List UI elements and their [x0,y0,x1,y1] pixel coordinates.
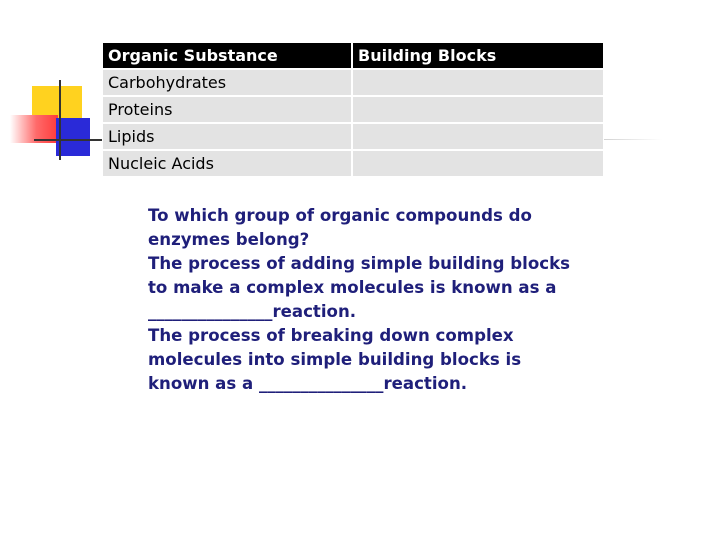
header-organic-substance: Organic Substance [102,42,352,69]
cell-building-blocks [352,69,604,96]
cell-building-blocks [352,96,604,123]
table-row [102,150,604,177]
questions-block [148,204,578,396]
header-building-blocks: Building Blocks [352,42,604,69]
cell-substance: Carbohydrates [102,69,352,96]
cell-substance: Proteins [102,96,352,123]
organic-substances-table [102,42,604,177]
decor-fade-line [600,139,662,140]
cell-substance: Nucleic Acids [102,150,352,177]
table-row [102,96,604,123]
cell-building-blocks [352,150,604,177]
table-row [102,123,604,150]
cell-building-blocks [352,123,604,150]
cell-substance: Lipids [102,123,352,150]
decor-vertical-line [59,80,61,160]
question-enzymes: To which group of organic compounds do enzymes belong? [148,206,532,249]
decor-blue-square [56,118,90,156]
table-header-row [102,42,604,69]
question-breakdown: The process of breaking down complex molecules into simple building blocks is known as a _______________reaction. [148,326,522,393]
table-row [102,69,604,96]
question-synthesis: The process of adding simple building blocks to make a complex molecules is known as a _______________reaction. [148,254,571,321]
